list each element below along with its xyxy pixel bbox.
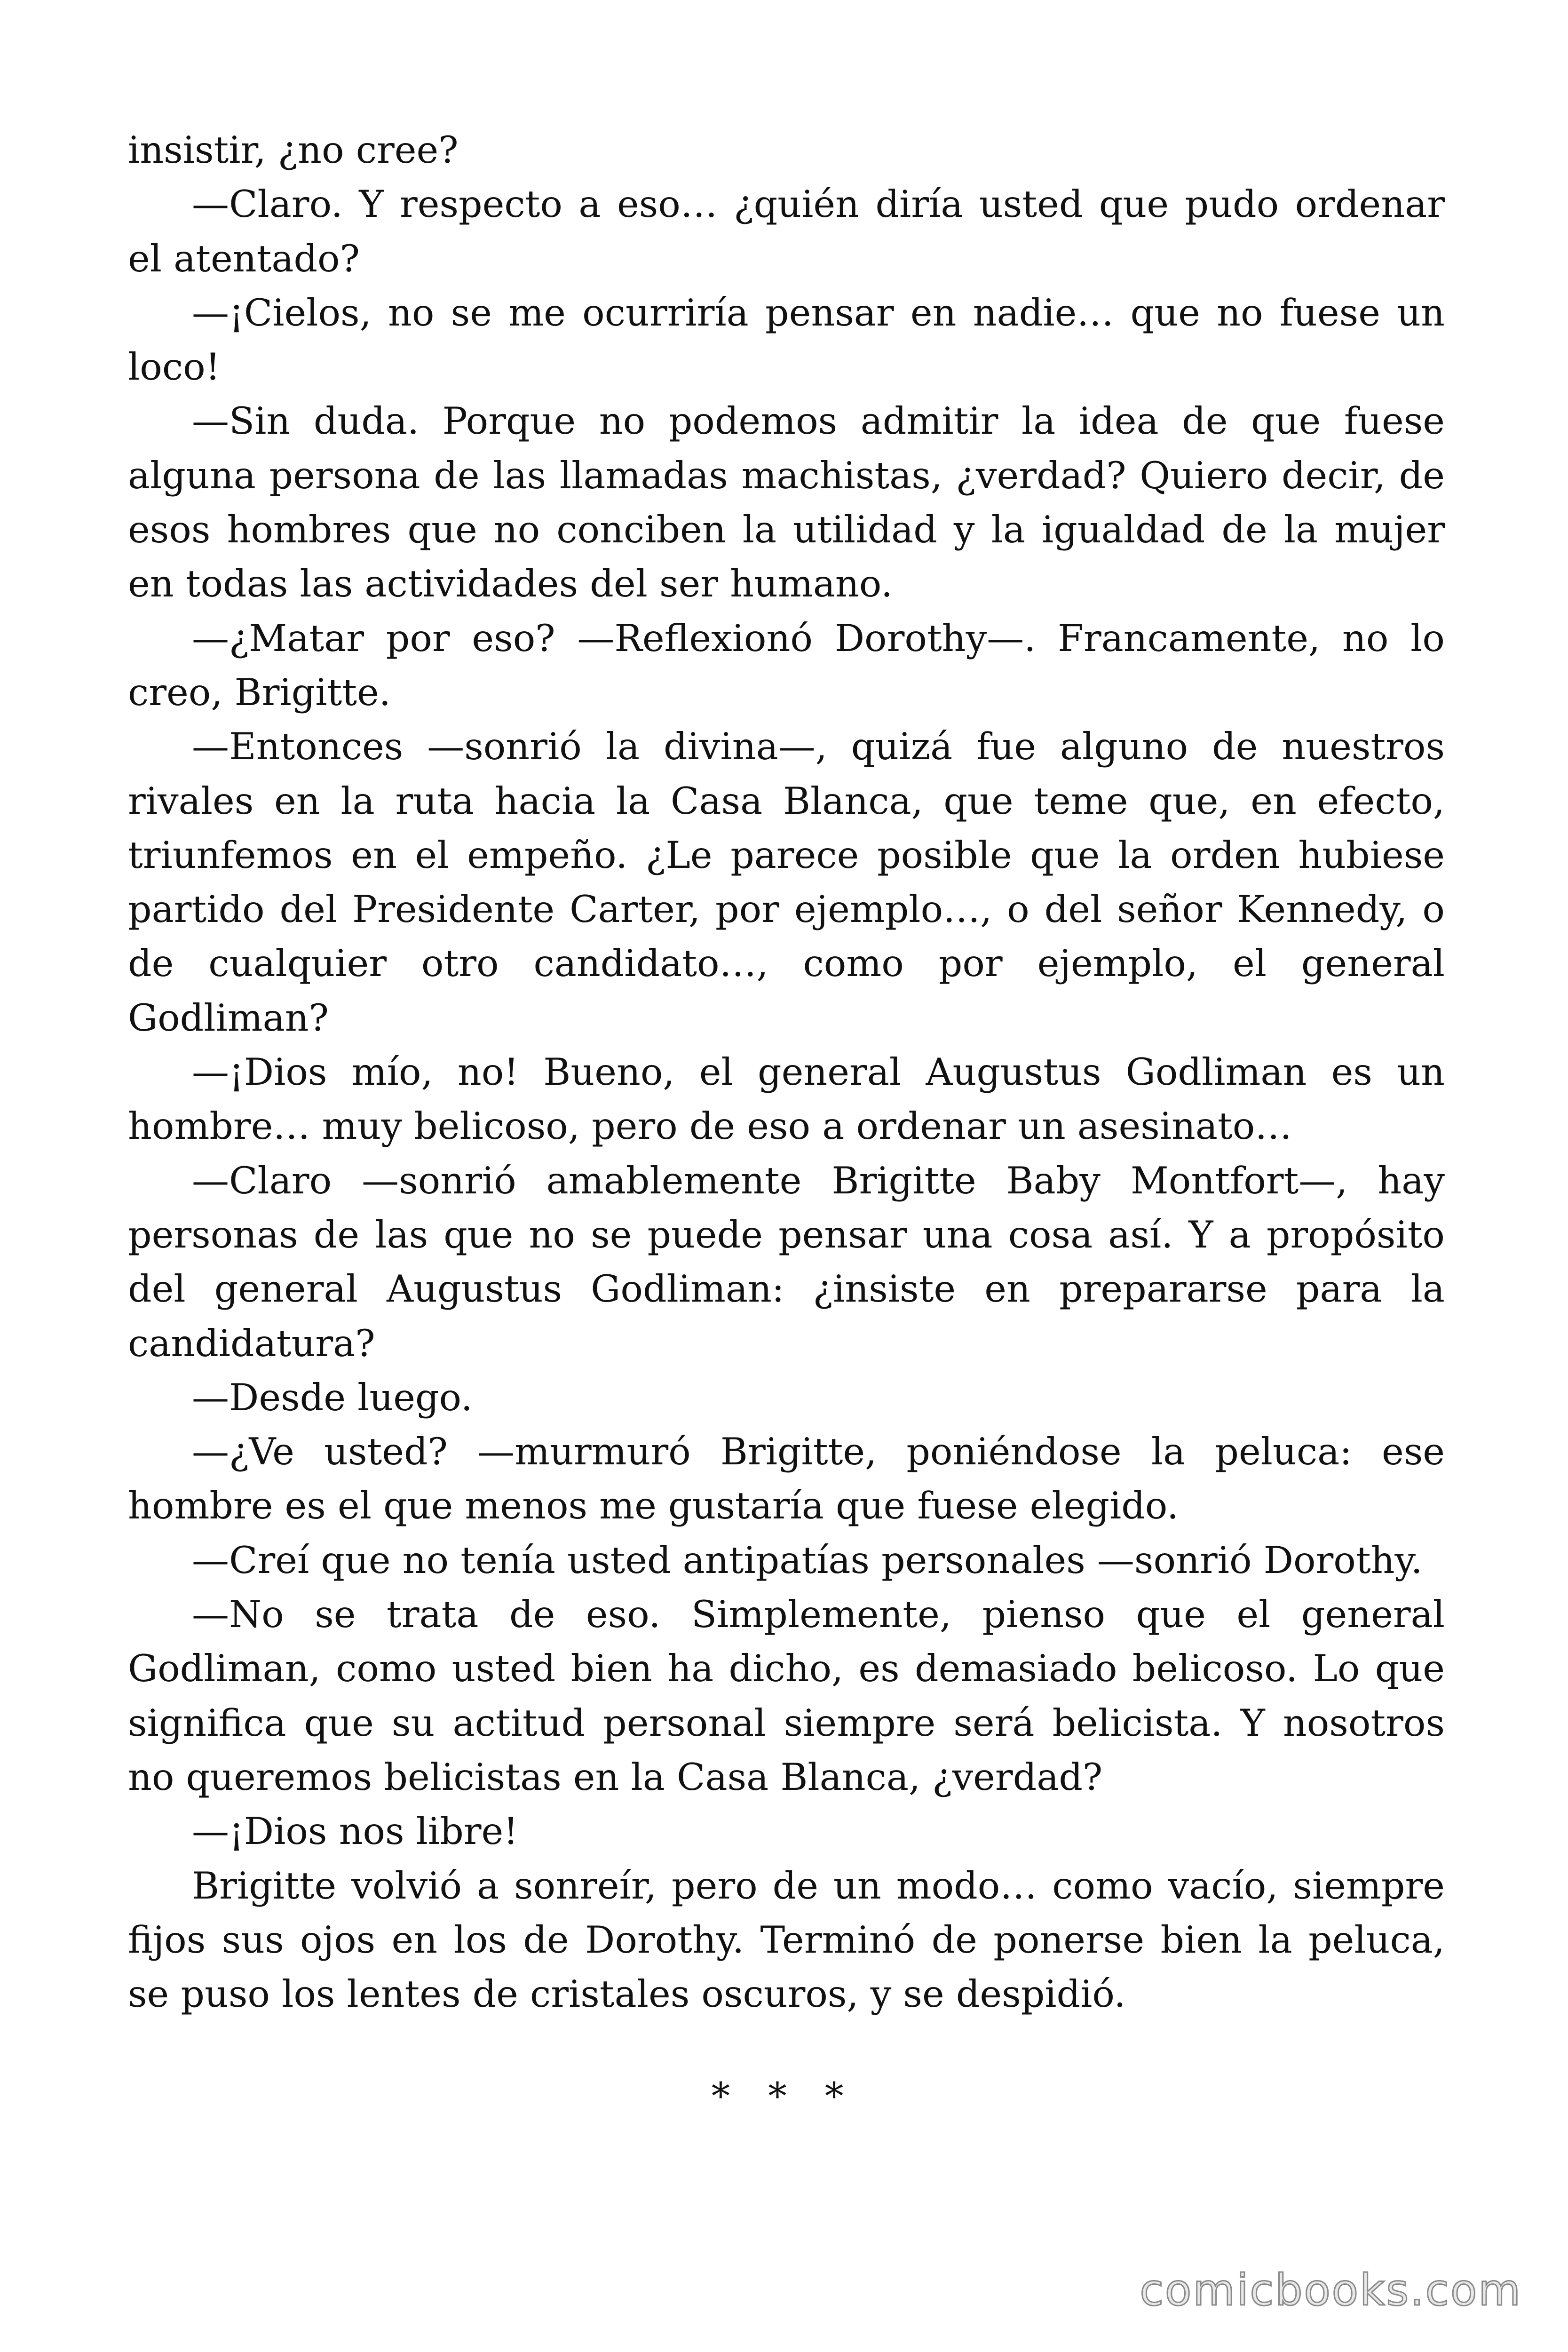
paragraph: —¡Dios mío, no! Bueno, el general Augustus Godliman es un hombre… muy belicoso, pero de eso a ordenar un asesinato… (128, 1050, 1445, 1148)
paragraph: —¡Cielos, no se me ocurriría pensar en nadie… que no fuese un loco! (128, 291, 1445, 389)
paragraph: —Entonces —sonrió la divina—, quizá fue alguno de nuestros rivales en la ruta hacia la Casa Blanca, que teme que, en efecto, triunfemos en el empeño. ¿Le parece posible que la orden hubiese partido del Presidente Carter, por ejemplo…, o del señor Kennedy, o de cualquier otro candidato…, como por ejemplo, el general Godliman? (128, 725, 1445, 1040)
paragraph: —Desde luego. (192, 1375, 473, 1419)
paragraph: Brigitte volvió a sonreír, pero de un modo… como vacío, siempre fijos sus ojos en los de Dorothy. Terminó de ponerse bien la peluca, se puso los lentes de cristales oscuros, y se despidió. (128, 1864, 1445, 2016)
paragraph: —¿Matar por eso? —Reflexionó Dorothy—. Francamente, no lo creo, Brigitte. (128, 616, 1445, 714)
paragraph: —¿Ve usted? —murmuró Brigitte, poniéndose la peluca: ese hombre es el que menos me gustaría que fuese elegido. (128, 1430, 1445, 1528)
paragraph: —Claro —sonrió amablemente Brigitte Baby Montfort—, hay personas de las que no se puede pensar una cosa así. Y a propósito del general Augustus Godliman: ¿insiste en prepararse para la candidatura? (128, 1159, 1445, 1365)
paragraph: —No se trata de eso. Simplemente, pienso que el general Godliman, como usted bien ha dicho, es demasiado belicoso. Lo que significa que su actitud personal siempre será belicista. Y nosotros no queremos belicistas en la Casa Blanca, ¿verdad? (128, 1593, 1445, 1799)
paragraph-continuation: insistir, ¿no cree? (128, 128, 459, 172)
watermark: comicbooks.com (1140, 2265, 1522, 2315)
section-separator: * * * (711, 2074, 857, 2118)
paragraph: —¡Dios nos libre! (192, 1810, 519, 1853)
paragraph: —Sin duda. Porque no podemos admitir la idea de que fuese alguna persona de las llamadas machistas, ¿verdad? Quiero decir, de esos hombres que no conciben la utilidad y la igualdad de la mujer en todas las actividades del ser humano. (128, 399, 1445, 606)
page-text (128, 123, 1445, 2021)
paragraph: —Claro. Y respecto a eso… ¿quién diría usted que pudo ordenar el atentado? (128, 183, 1445, 280)
paragraph: —Creí que no tenía usted antipatías personales —sonrió Dorothy. (192, 1538, 1423, 1582)
